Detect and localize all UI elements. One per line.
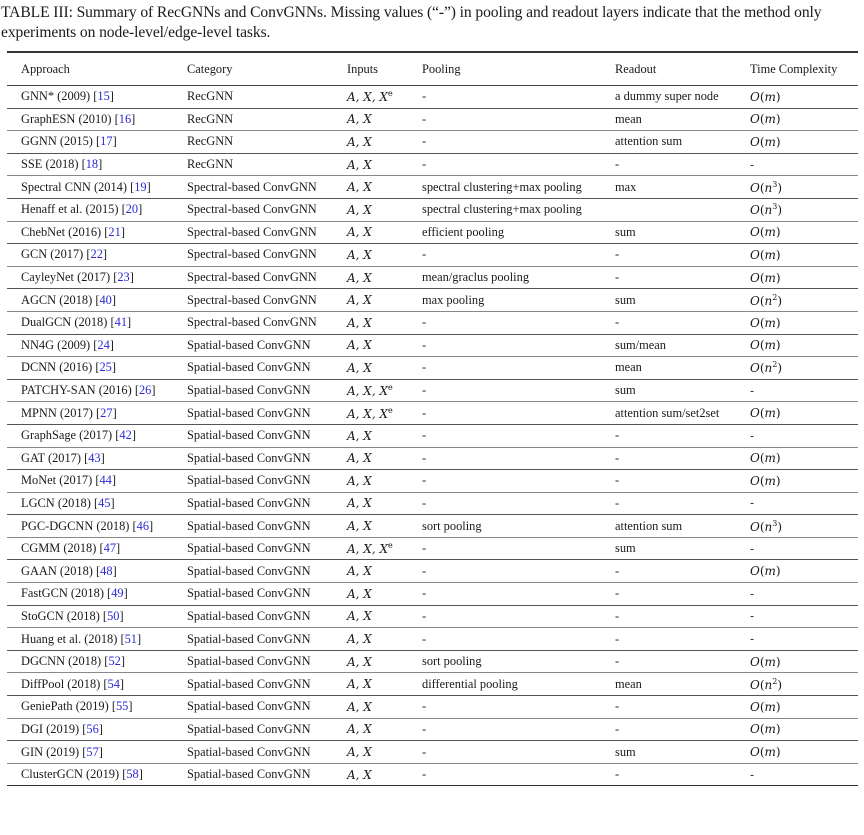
cell-readout: - xyxy=(601,650,736,673)
cell-approach: DiffPool (2018) [54] xyxy=(7,673,173,696)
table-header-row xyxy=(7,53,858,86)
citation-link[interactable]: 46 xyxy=(136,518,150,533)
approach-name: PGC-DGCNN (2018) xyxy=(21,518,130,533)
citation-link[interactable]: 25 xyxy=(99,360,112,375)
cell-readout: - xyxy=(601,718,736,741)
citation-link[interactable]: 24 xyxy=(97,337,110,352)
citation-link[interactable]: 27 xyxy=(100,405,113,420)
cell-category: Spectral-based ConvGNN xyxy=(173,244,333,267)
approach-name: GNN* (2009) xyxy=(21,89,91,104)
cell-approach: DGCNN (2018) [52] xyxy=(7,650,173,673)
cell-inputs: A, X xyxy=(333,718,408,741)
cell-pooling: - xyxy=(408,560,601,583)
cell-approach: DGI (2019) [56] xyxy=(7,718,173,741)
cell-pooling: - xyxy=(408,696,601,719)
cell-readout: sum xyxy=(601,221,736,244)
cell-inputs: A, X xyxy=(333,153,408,176)
cell-readout: - xyxy=(601,244,736,267)
cell-approach: SSE (2018) [18] xyxy=(7,153,173,176)
cell-approach: MoNet (2017) [44] xyxy=(7,470,173,493)
cell-pooling: spectral clustering+max pooling xyxy=(408,176,601,199)
cell-time-complexity: O(m) xyxy=(736,131,858,154)
cell-time-complexity: O(m) xyxy=(736,334,858,357)
cell-time-complexity: $O(n^2)$ xyxy=(736,289,858,312)
cell-time-complexity: O(m) xyxy=(736,266,858,289)
cell-time-complexity: - xyxy=(736,605,858,628)
cell-pooling: - xyxy=(408,470,601,493)
cell-inputs: A, X xyxy=(333,470,408,493)
cell-category: Spatial-based ConvGNN xyxy=(173,424,333,447)
cell-time-complexity: $O(n^2)$ xyxy=(736,357,858,380)
table-row xyxy=(7,560,858,583)
cell-inputs: A, X xyxy=(333,492,408,515)
cell-category: Spatial-based ConvGNN xyxy=(173,696,333,719)
cell-readout: - xyxy=(601,696,736,719)
approach-name: PATCHY-SAN (2016) xyxy=(21,383,132,398)
cell-time-complexity: - xyxy=(736,763,858,786)
approach-name: GAAN (2018) xyxy=(21,563,93,578)
cell-category: Spatial-based ConvGNN xyxy=(173,379,333,402)
table-row xyxy=(7,605,858,628)
table-row xyxy=(7,447,858,470)
cell-category: Spatial-based ConvGNN xyxy=(173,470,333,493)
cell-category: Spectral-based ConvGNN xyxy=(173,221,333,244)
table-row xyxy=(7,718,858,741)
cell-approach: PATCHY-SAN (2016) [26] xyxy=(7,379,173,402)
cell-readout: - xyxy=(601,605,736,628)
table-row xyxy=(7,424,858,447)
cell-readout: max xyxy=(601,176,736,199)
cell-inputs: A, X xyxy=(333,650,408,673)
approach-name: FastGCN (2018) xyxy=(21,586,104,601)
cell-time-complexity: O(m) xyxy=(736,447,858,470)
cell-readout: - xyxy=(601,560,736,583)
cell-pooling: - xyxy=(408,153,601,176)
cell-pooling: - xyxy=(408,86,601,109)
cell-time-complexity: O(m) xyxy=(736,108,858,131)
cell-approach: GraphSage (2017) [42] xyxy=(7,424,173,447)
citation-link[interactable]: 54 xyxy=(107,676,120,691)
cell-approach: DualGCN (2018) [41] xyxy=(7,311,173,334)
cell-pooling: - xyxy=(408,718,601,741)
cell-readout: - xyxy=(601,470,736,493)
cell-pooling: mean/graclus pooling xyxy=(408,266,601,289)
cell-inputs: A, X xyxy=(333,108,408,131)
approach-name: GraphSage (2017) xyxy=(21,428,113,443)
cell-time-complexity: O(m) xyxy=(736,741,858,764)
cell-category: Spatial-based ConvGNN xyxy=(173,628,333,651)
cell-pooling: - xyxy=(408,447,601,470)
cell-time-complexity: - xyxy=(736,583,858,606)
cell-readout: - xyxy=(601,447,736,470)
cell-category: Spectral-based ConvGNN xyxy=(173,198,333,221)
cell-category: Spectral-based ConvGNN xyxy=(173,266,333,289)
table-row xyxy=(7,86,858,109)
header-readout: Readout xyxy=(601,53,736,86)
cell-readout: mean xyxy=(601,673,736,696)
cell-pooling: - xyxy=(408,424,601,447)
cell-approach: AGCN (2018) [40] xyxy=(7,289,173,312)
cell-approach: PGC-DGCNN (2018) [46] xyxy=(7,515,173,538)
cell-readout: sum xyxy=(601,741,736,764)
approach-name: AGCN (2018) xyxy=(21,292,93,307)
table-row xyxy=(7,583,858,606)
cell-inputs: A, X xyxy=(333,628,408,651)
approach-name: SSE (2018) xyxy=(21,157,79,172)
approach-name: GraphESN (2010) xyxy=(21,111,112,126)
cell-time-complexity: O(m) xyxy=(736,221,858,244)
cell-pooling: - xyxy=(408,763,601,786)
cell-pooling: - xyxy=(408,741,601,764)
citation-link[interactable]: 56 xyxy=(86,721,99,736)
cell-inputs: A, X xyxy=(333,515,408,538)
cell-readout: - xyxy=(601,628,736,651)
cell-pooling: differential pooling xyxy=(408,673,601,696)
citation-link[interactable]: 22 xyxy=(90,247,103,262)
cell-inputs: A, X xyxy=(333,198,408,221)
cell-readout: sum xyxy=(601,289,736,312)
cell-pooling: - xyxy=(408,402,601,425)
table-row xyxy=(7,402,858,425)
cell-approach: NN4G (2009) [24] xyxy=(7,334,173,357)
approach-name: NN4G (2009) xyxy=(21,337,91,352)
cell-inputs: A, X xyxy=(333,424,408,447)
approach-name: DGI (2019) xyxy=(21,721,80,736)
cell-time-complexity: $O(n^3)$ xyxy=(736,176,858,199)
cell-pooling: efficient pooling xyxy=(408,221,601,244)
approach-name: Huang et al. (2018) xyxy=(21,631,118,646)
cell-category: Spatial-based ConvGNN xyxy=(173,741,333,764)
cell-time-complexity: $O(n^3)$ xyxy=(736,515,858,538)
cell-time-complexity: - xyxy=(736,537,858,560)
table-caption: TABLE III: Summary of RecGNNs and ConvGNNs. Missing values (“-”) in pooling and readout layers indicate that the method only experiments on node-level/edge-level tasks. xyxy=(1,4,822,41)
citation-link[interactable]: 18 xyxy=(85,157,99,172)
cell-pooling: sort pooling xyxy=(408,650,601,673)
cell-readout: sum/mean xyxy=(601,334,736,357)
cell-approach: GraphESN (2010) [16] xyxy=(7,108,173,131)
table-row xyxy=(7,492,858,515)
cell-category: Spatial-based ConvGNN xyxy=(173,402,333,425)
cell-inputs: A, X xyxy=(333,244,408,267)
cell-category: Spatial-based ConvGNN xyxy=(173,673,333,696)
cell-readout: sum xyxy=(601,537,736,560)
table-row xyxy=(7,470,858,493)
cell-inputs: A, X xyxy=(333,176,408,199)
cell-approach: ClusterGCN (2019) [58] xyxy=(7,763,173,786)
cell-readout: attention sum/set2set xyxy=(601,402,736,425)
cell-approach: MPNN (2017) [27] xyxy=(7,402,173,425)
citation-link[interactable]: 17 xyxy=(100,134,113,149)
citation-link[interactable]: 51 xyxy=(124,631,137,646)
cell-pooling: - xyxy=(408,131,601,154)
table-row xyxy=(7,334,858,357)
citation-link[interactable]: 23 xyxy=(117,270,130,285)
cell-pooling: - xyxy=(408,628,601,651)
approach-name: GeniePath (2019) xyxy=(21,699,109,714)
approach-name: Spectral CNN (2014) xyxy=(21,179,127,194)
cell-category: Spatial-based ConvGNN xyxy=(173,560,333,583)
cell-category: Spatial-based ConvGNN xyxy=(173,334,333,357)
cell-inputs: A, X xyxy=(333,311,408,334)
cell-category: Spatial-based ConvGNN xyxy=(173,718,333,741)
table-row xyxy=(7,696,858,719)
cell-readout: attention sum xyxy=(601,515,736,538)
header-pooling: Pooling xyxy=(408,53,601,86)
cell-readout xyxy=(601,198,736,221)
citation-link[interactable]: 58 xyxy=(126,767,139,782)
citation-link[interactable]: 57 xyxy=(86,744,99,759)
cell-readout: - xyxy=(601,266,736,289)
cell-pooling: - xyxy=(408,492,601,515)
cell-readout: a dummy super node xyxy=(601,86,736,109)
cell-time-complexity: O(m) xyxy=(736,402,858,425)
cell-pooling: sort pooling xyxy=(408,515,601,538)
cell-approach: ChebNet (2016) [21] xyxy=(7,221,173,244)
table-row xyxy=(7,311,858,334)
cell-time-complexity: - xyxy=(736,153,858,176)
cell-readout: - xyxy=(601,763,736,786)
cell-readout: sum xyxy=(601,379,736,402)
cell-approach: StoGCN (2018) [50] xyxy=(7,605,173,628)
cell-inputs: A, X xyxy=(333,221,408,244)
cell-inputs: A, X xyxy=(333,741,408,764)
cell-category: Spatial-based ConvGNN xyxy=(173,605,333,628)
header-approach: Approach xyxy=(7,53,173,86)
cell-pooling: spectral clustering+max pooling xyxy=(408,198,601,221)
cell-category: Spatial-based ConvGNN xyxy=(173,357,333,380)
cell-approach: CGMM (2018) [47] xyxy=(7,537,173,560)
cell-approach: GCN (2017) [22] xyxy=(7,244,173,267)
table-row xyxy=(7,379,858,402)
cell-approach: Spectral CNN (2014) [19] xyxy=(7,176,173,199)
approach-name: DGCNN (2018) xyxy=(21,654,102,669)
cell-category: Spatial-based ConvGNN xyxy=(173,650,333,673)
cell-approach: Huang et al. (2018) [51] xyxy=(7,628,173,651)
approach-name: ChebNet (2016) xyxy=(21,224,102,239)
citation-link[interactable]: 42 xyxy=(119,428,132,443)
cell-category: Spatial-based ConvGNN xyxy=(173,583,333,606)
cell-approach: CayleyNet (2017) [23] xyxy=(7,266,173,289)
cell-pooling: - xyxy=(408,537,601,560)
approach-name: DCNN (2016) xyxy=(21,360,93,375)
citation-link[interactable]: 48 xyxy=(100,563,113,578)
cell-time-complexity: O(m) xyxy=(736,650,858,673)
citation-link[interactable]: 16 xyxy=(118,111,132,126)
cell-approach: GNN* (2009) [15] xyxy=(7,86,173,109)
citation-link[interactable]: 52 xyxy=(108,654,121,669)
cell-readout: - xyxy=(601,311,736,334)
cell-pooling: - xyxy=(408,357,601,380)
cell-inputs: A, X xyxy=(333,673,408,696)
citation-link[interactable]: 15 xyxy=(97,89,110,104)
citation-link[interactable]: 47 xyxy=(103,541,117,556)
citation-link[interactable]: 26 xyxy=(138,383,152,398)
citation-link[interactable]: 21 xyxy=(108,224,121,239)
cell-readout: - xyxy=(601,583,736,606)
cell-inputs: A, X xyxy=(333,266,408,289)
cell-approach: DCNN (2016) [25] xyxy=(7,357,173,380)
citation-link[interactable]: 40 xyxy=(99,292,112,307)
cell-readout: - xyxy=(601,153,736,176)
cell-category: RecGNN xyxy=(173,131,333,154)
citation-link[interactable]: 49 xyxy=(111,586,124,601)
table-row xyxy=(7,108,858,131)
cell-inputs: A, X, Xe xyxy=(333,86,408,109)
cell-category: Spatial-based ConvGNN xyxy=(173,763,333,786)
table-row xyxy=(7,515,858,538)
cell-inputs: A, X, Xe xyxy=(333,537,408,560)
cell-time-complexity: $O(n^2)$ xyxy=(736,673,858,696)
header-category: Category xyxy=(173,53,333,86)
cell-approach: GAAN (2018) [48] xyxy=(7,560,173,583)
approach-name: ClusterGCN (2019) xyxy=(21,767,120,782)
approach-name: DualGCN (2018) xyxy=(21,315,108,330)
cell-time-complexity: O(m) xyxy=(736,560,858,583)
cell-category: Spatial-based ConvGNN xyxy=(173,537,333,560)
cell-inputs: A, X xyxy=(333,131,408,154)
cell-approach: Henaff et al. (2015) [20] xyxy=(7,198,173,221)
cell-time-complexity: - xyxy=(736,379,858,402)
approach-name: Henaff et al. (2015) xyxy=(21,202,119,217)
approach-name: GCN (2017) xyxy=(21,247,84,262)
approach-name: StoGCN (2018) xyxy=(21,608,100,623)
approach-name: MPNN (2017) xyxy=(21,405,93,420)
cell-time-complexity: O(m) xyxy=(736,86,858,109)
header-inputs: Inputs xyxy=(333,53,408,86)
cell-inputs: A, X xyxy=(333,763,408,786)
cell-category: RecGNN xyxy=(173,153,333,176)
approach-name: DiffPool (2018) xyxy=(21,676,101,691)
cell-pooling: - xyxy=(408,334,601,357)
header-time-complexity: Time Complexity xyxy=(736,53,858,86)
cell-category: RecGNN xyxy=(173,108,333,131)
cell-pooling: - xyxy=(408,108,601,131)
cell-time-complexity: O(m) xyxy=(736,696,858,719)
citation-link[interactable]: 50 xyxy=(107,608,120,623)
cell-readout: attention sum xyxy=(601,131,736,154)
cell-pooling: - xyxy=(408,605,601,628)
table-body xyxy=(7,86,858,786)
table-row xyxy=(7,153,858,176)
cell-category: RecGNN xyxy=(173,86,333,109)
citation-link[interactable]: 45 xyxy=(98,495,111,510)
table-row xyxy=(7,221,858,244)
cell-pooling: - xyxy=(408,244,601,267)
cell-approach: GAT (2017) [43] xyxy=(7,447,173,470)
cell-readout: mean xyxy=(601,108,736,131)
approach-name: GGNN (2015) xyxy=(21,134,93,149)
cell-time-complexity: - xyxy=(736,492,858,515)
cell-time-complexity: O(m) xyxy=(736,470,858,493)
table-row xyxy=(7,244,858,267)
cell-time-complexity: - xyxy=(736,424,858,447)
cell-readout: mean xyxy=(601,357,736,380)
cell-inputs: A, X xyxy=(333,357,408,380)
approach-name: CayleyNet (2017) xyxy=(21,270,111,285)
citation-link[interactable]: 19 xyxy=(134,179,147,194)
cell-pooling: - xyxy=(408,311,601,334)
cell-time-complexity: $O(n^3)$ xyxy=(736,198,858,221)
cell-time-complexity: O(m) xyxy=(736,244,858,267)
table-row xyxy=(7,357,858,380)
cell-time-complexity: O(m) xyxy=(736,718,858,741)
table-row xyxy=(7,131,858,154)
cell-category: Spatial-based ConvGNN xyxy=(173,492,333,515)
table-row xyxy=(7,289,858,312)
approach-name: GAT (2017) xyxy=(21,450,81,465)
cell-readout: - xyxy=(601,492,736,515)
cell-approach: GGNN (2015) [17] xyxy=(7,131,173,154)
cell-inputs: A, X xyxy=(333,334,408,357)
cell-approach: GIN (2019) [57] xyxy=(7,741,173,764)
cell-inputs: A, X xyxy=(333,583,408,606)
cell-category: Spectral-based ConvGNN xyxy=(173,176,333,199)
cell-approach: FastGCN (2018) [49] xyxy=(7,583,173,606)
citation-link[interactable]: 43 xyxy=(88,450,101,465)
table-row xyxy=(7,673,858,696)
citation-link[interactable]: 41 xyxy=(114,315,128,330)
table-row xyxy=(7,628,858,651)
citation-link[interactable]: 20 xyxy=(125,202,139,217)
cell-approach: LGCN (2018) [45] xyxy=(7,492,173,515)
cell-pooling: - xyxy=(408,379,601,402)
cell-time-complexity: O(m) xyxy=(736,311,858,334)
table-row xyxy=(7,176,858,199)
cell-inputs: A, X, Xe xyxy=(333,402,408,425)
approach-name: LGCN (2018) xyxy=(21,495,91,510)
table-row xyxy=(7,741,858,764)
cell-pooling: max pooling xyxy=(408,289,601,312)
cell-time-complexity: - xyxy=(736,628,858,651)
table-row xyxy=(7,763,858,786)
cell-category: Spatial-based ConvGNN xyxy=(173,515,333,538)
cell-category: Spectral-based ConvGNN xyxy=(173,311,333,334)
approach-name: CGMM (2018) xyxy=(21,541,97,556)
cell-readout: - xyxy=(601,424,736,447)
approach-name: MoNet (2017) xyxy=(21,473,93,488)
citation-link[interactable]: 55 xyxy=(115,699,129,714)
table-row xyxy=(7,650,858,673)
cell-inputs: A, X xyxy=(333,289,408,312)
cell-inputs: A, X, Xe xyxy=(333,379,408,402)
cell-category: Spatial-based ConvGNN xyxy=(173,447,333,470)
cell-inputs: A, X xyxy=(333,447,408,470)
gnn-summary-table xyxy=(7,53,858,786)
cell-approach: GeniePath (2019) [55] xyxy=(7,696,173,719)
cell-pooling: - xyxy=(408,583,601,606)
table-row xyxy=(7,198,858,221)
table-row xyxy=(7,266,858,289)
approach-name: GIN (2019) xyxy=(21,744,80,759)
cell-category: Spectral-based ConvGNN xyxy=(173,289,333,312)
cell-inputs: A, X xyxy=(333,560,408,583)
cell-inputs: A, X xyxy=(333,696,408,719)
cell-inputs: A, X xyxy=(333,605,408,628)
table-row xyxy=(7,537,858,560)
citation-link[interactable]: 44 xyxy=(99,473,112,488)
